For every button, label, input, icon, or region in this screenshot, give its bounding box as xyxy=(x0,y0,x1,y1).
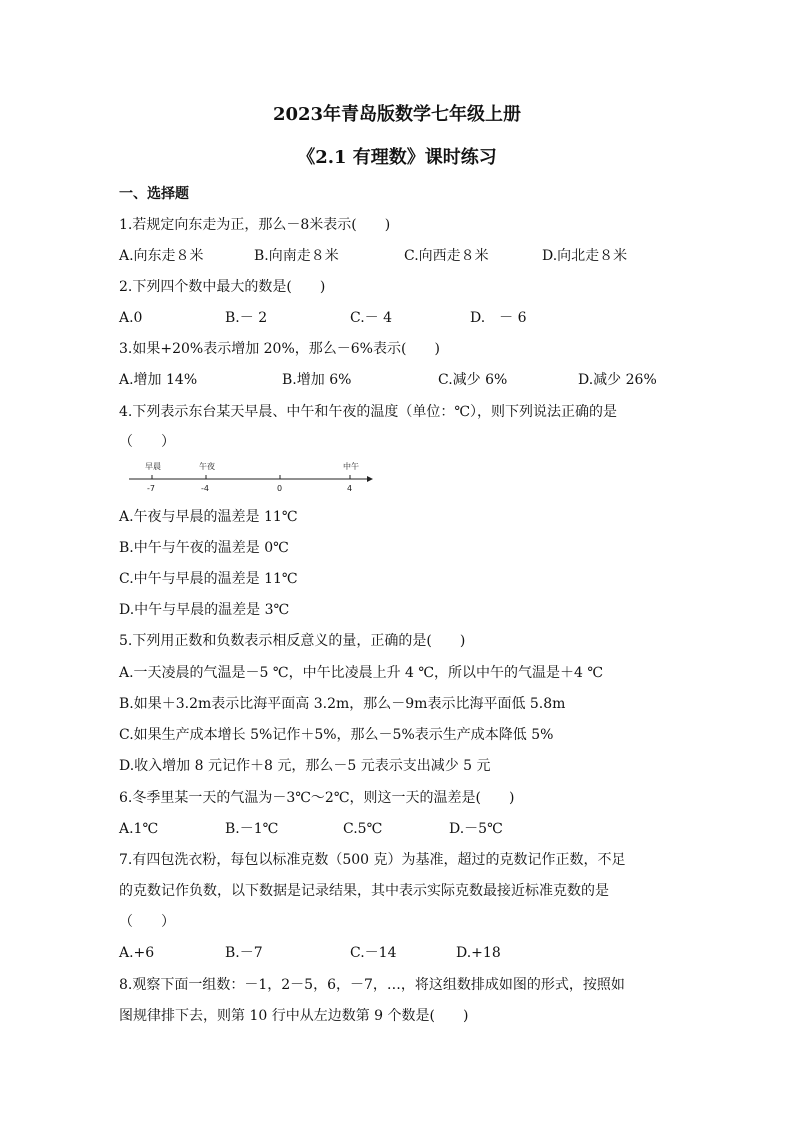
option-c: C.中午与早晨的温差是 11℃ xyxy=(119,571,298,587)
option-d: D.+18 xyxy=(456,945,501,961)
option-c: C.减少 6% xyxy=(438,372,508,388)
label-morning: 早晨 xyxy=(145,462,161,471)
question-stem: 2.下列四个数中最大的数是( ) xyxy=(119,279,326,295)
question-stem: 8.观察下面一组数：－1，2－5，6，－7，…，将这组数排成如图的形式，按照如 xyxy=(119,977,625,993)
option-b: B.向南走８米 xyxy=(254,248,339,264)
option-b: B.中午与午夜的温差是 0℃ xyxy=(119,540,289,556)
question-stem: 3.如果+20%表示增加 20%，那么－6%表示( ) xyxy=(119,341,440,357)
option-b: B.如果＋3.2m表示比海平面高 3.2m，那么－9m表示比海平面低 5.8m xyxy=(119,696,566,712)
option-d: D.收入增加 8 元记作＋8 元，那么－5 元表示支出减少 5 元 xyxy=(119,758,491,774)
arrow-icon xyxy=(367,476,373,482)
label-midnight: 午夜 xyxy=(199,462,215,471)
option-a: A.向东走８米 xyxy=(119,248,204,264)
option-b: B.增加 6% xyxy=(282,372,352,388)
option-b: B.－7 xyxy=(225,945,263,961)
option-d: D. － 6 xyxy=(470,310,527,326)
question-stem: 5.下列用正数和负数表示相反意义的量，正确的是( ) xyxy=(119,633,466,649)
page-title: 2023年青岛版数学七年级上册 xyxy=(272,104,522,125)
question-stem: 7.有四包洗衣粉，每包以标准克数（500 克）为基准，超过的克数记作正数，不足 xyxy=(119,852,626,868)
option-a: A.+6 xyxy=(119,945,155,961)
option-a: A.增加 14% xyxy=(119,372,198,388)
option-a: A.一天凌晨的气温是－5 ℃，中午比凌晨上升 4 ℃，所以中午的气温是＋4 ℃ xyxy=(119,665,604,681)
option-b: B.－ 2 xyxy=(225,310,268,326)
option-a: A.0 xyxy=(119,310,143,326)
option-c: C.向西走８米 xyxy=(404,248,489,264)
question-stem: （ ） xyxy=(119,914,175,930)
option-d: D.中午与早晨的温差是 3℃ xyxy=(119,602,290,618)
option-c: C.－ 4 xyxy=(350,310,393,326)
question-stem: 1.若规定向东走为正，那么－8米表示( ) xyxy=(119,217,391,233)
option-a: A.午夜与早晨的温差是 11℃ xyxy=(119,509,298,525)
question-stem: 图规律排下去，则第 10 行中从左边数第 9 个数是( ) xyxy=(119,1008,469,1024)
label-noon: 中午 xyxy=(343,462,359,471)
question-stem: 6.冬季里某一天的气温为－3℃～2℃，则这一天的温差是( ) xyxy=(119,790,515,806)
option-c: C.如果生产成本增长 5%记作＋5%，那么－5%表示生产成本降低 5% xyxy=(119,727,554,743)
section-heading: 一、选择题 xyxy=(119,186,189,202)
option-d: D.－5℃ xyxy=(449,821,503,837)
tick-label: -4 xyxy=(201,484,209,493)
tick-label: 4 xyxy=(347,484,353,493)
option-c: C.－14 xyxy=(350,945,397,961)
option-d: D.向北走８米 xyxy=(542,248,628,264)
option-d: D.减少 26% xyxy=(578,372,657,388)
question-stem: 的克数记作负数，以下数据是记录结果，其中表示实际克数最接近标准克数的是 xyxy=(119,883,609,899)
number-line-figure xyxy=(125,458,375,494)
question-stem: （ ） xyxy=(119,434,175,450)
question-stem: 4.下列表示东台某天早晨、中午和午夜的温度（单位：℃），则下列说法正确的是 xyxy=(119,404,618,420)
tick-label: -7 xyxy=(147,484,155,493)
option-b: B.－1℃ xyxy=(225,821,279,837)
tick-label: 0 xyxy=(277,484,283,493)
option-a: A.1℃ xyxy=(119,821,159,837)
page-subtitle: 《2.1 有理数》课时练习 xyxy=(297,147,497,168)
option-c: C.5℃ xyxy=(343,821,383,837)
